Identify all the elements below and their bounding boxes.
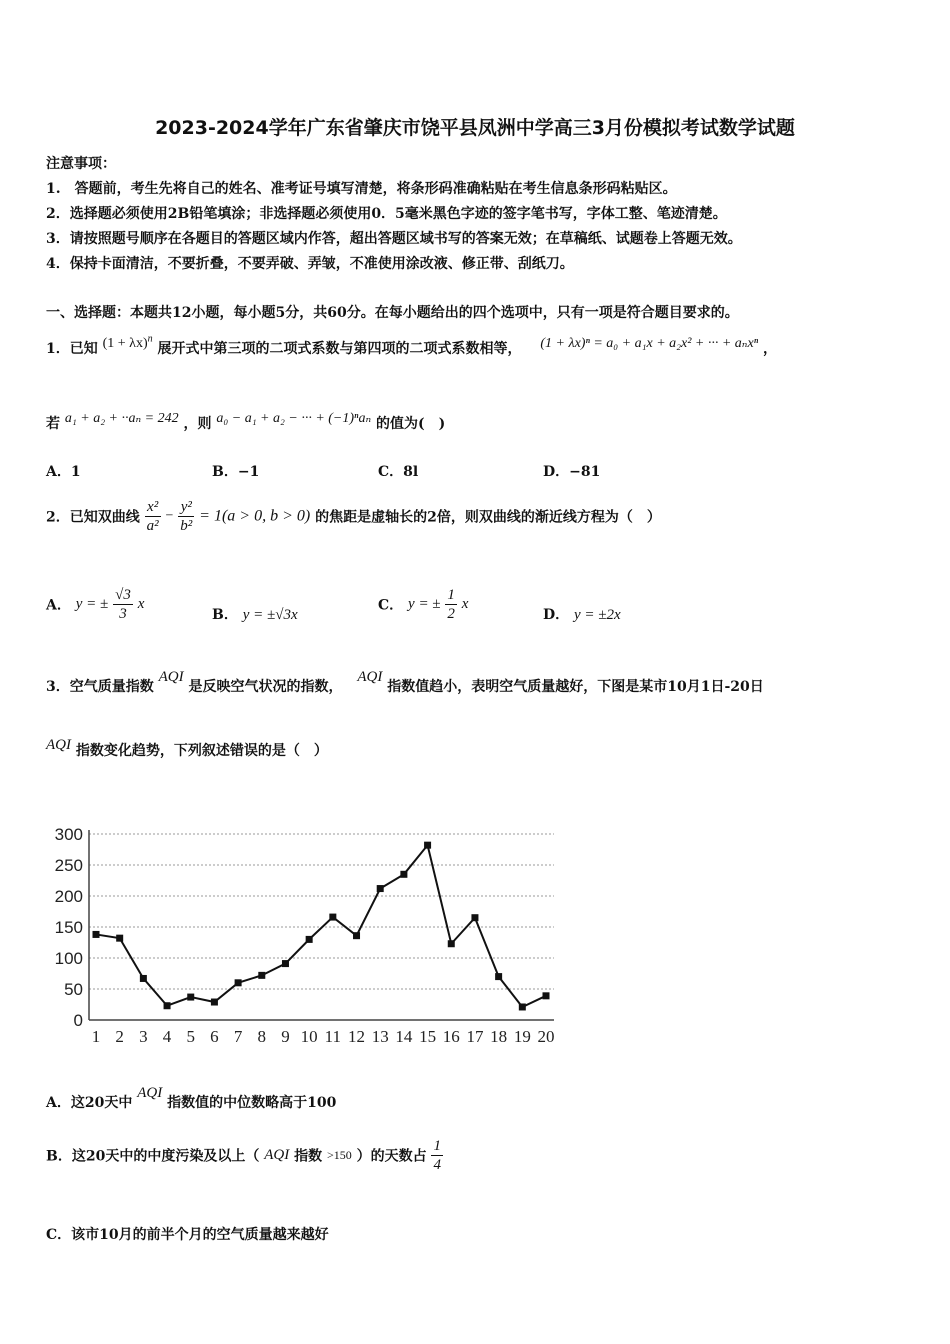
q3-mid-2: 指数值趋小，表明空气质量越好，下图是某市10月1日-20日	[387, 679, 764, 695]
x-tick-label: 16	[442, 1027, 460, 1046]
data-point-day-9	[282, 960, 289, 967]
notice-heading: 注意事项：	[46, 156, 116, 172]
q1-ask: 的值为( )	[376, 416, 446, 432]
data-point-day-17	[471, 914, 478, 921]
q3-aqi-3: AQI	[46, 737, 71, 753]
data-point-day-10	[306, 936, 313, 943]
aqi-series-line	[96, 845, 546, 1007]
x-tick-label: 9	[281, 1027, 290, 1046]
q2-rhs: = 1(a > 0, b > 0)	[199, 507, 311, 525]
q3-option-b[interactable]: B．这20天中的中度污染及以上（ AQI 指数 >150 ）的天数占 $\frac{1}{4}$	[46, 1138, 441, 1173]
x-tick-label: 4	[162, 1027, 172, 1046]
q1-condition-text: 展开式中第三项的二项式系数与第四项的二项式系数相等，	[157, 341, 522, 357]
y-tick-label: 50	[64, 980, 83, 999]
y-tick-label: 200	[54, 887, 83, 906]
y-tick-label: 300	[54, 825, 83, 844]
q2-prefix: 2．已知双曲线	[46, 509, 140, 526]
x-tick-label: 7	[233, 1027, 243, 1046]
data-point-day-15	[424, 842, 431, 849]
y-tick-label: 250	[54, 856, 83, 875]
y-tick-label: 0	[73, 1011, 83, 1030]
x-tick-label: 2	[115, 1027, 124, 1046]
y-tick-label: 150	[54, 918, 83, 937]
x-tick-label: 12	[348, 1027, 366, 1046]
q1-comma: ，	[762, 341, 777, 357]
data-point-day-20	[543, 992, 550, 999]
page-title: 2023-2024学年广东省肇庆市饶平县凤洲中学高三3月份模拟考试数学试题	[155, 117, 795, 139]
q2-option-d[interactable]: D． y = ±2x	[543, 607, 621, 623]
x-tick-label: 5	[186, 1027, 195, 1046]
x-tick-label: 20	[537, 1027, 555, 1046]
data-point-day-7	[235, 979, 242, 986]
data-point-day-16	[448, 940, 455, 947]
x-tick-label: 6	[210, 1027, 219, 1046]
q1-expansion: (1 + λx)ⁿ = a₀ + a₁x + a₂x² + ··· + aₙxⁿ	[540, 336, 759, 351]
question-3-line-1	[46, 669, 764, 696]
data-point-day-1	[93, 931, 100, 938]
q1-alternating-sum: a₀ − a₁ + a₂ − ··· + (−1)ⁿaₙ	[216, 411, 372, 426]
data-point-day-12	[353, 932, 360, 939]
x-tick-label: 18	[490, 1027, 508, 1046]
q1-if: 若	[46, 416, 60, 432]
q3-aqi-2: AQI	[357, 669, 383, 685]
data-point-day-18	[495, 973, 502, 980]
aqi-line-chart	[46, 820, 566, 1050]
notice-item-1: 1. 答题前，考生先将自己的姓名、准考证号填写清楚，将条形码准确粘贴在考生信息条形码粘贴区。	[46, 181, 677, 197]
q2-option-b[interactable]: B． y = ±√3x	[212, 607, 298, 623]
data-point-day-5	[187, 994, 194, 1001]
q3-mid-1: 是反映空气状况的指数，	[188, 679, 343, 695]
x-tick-label: 8	[257, 1027, 267, 1046]
q3-option-b-aqi: AQI	[264, 1147, 290, 1163]
data-point-day-13	[377, 885, 384, 892]
q2-option-c[interactable]: C． y = ± $\frac{1}{2}$ x	[378, 587, 469, 622]
data-point-day-2	[116, 935, 123, 942]
q2-ask: 的焦距是虚轴长的2倍，则双曲线的渐近线方程为（ ）	[315, 509, 661, 526]
data-point-day-8	[258, 972, 265, 979]
question-2-line	[46, 498, 661, 535]
q1-option-d[interactable]: D．−81	[543, 464, 601, 480]
q2-option-c-frac: $\frac{1}{2}$	[447, 587, 455, 622]
data-point-day-14	[400, 871, 407, 878]
q2-option-a-frac: $\frac{√3}{3}$	[115, 587, 131, 622]
notice-item-3: 3．请按照题号顺序在各题目的答题区域内作答，超出答题区域书写的答案无效；在草稿纸、试题卷上答题无效。	[46, 231, 742, 247]
q1-option-a[interactable]: A．1	[46, 464, 81, 480]
q2-option-a[interactable]: A． y = ± $\frac{√3}{3}$ x	[46, 587, 145, 622]
notice-item-2: 2．选择题必须使用2B铅笔填涂；非选择题必须使用0．5毫米黑色字迹的签字笔书写，字体工整、笔迹清楚。	[46, 206, 727, 222]
q1-then: ，则	[183, 416, 212, 432]
q1-option-c[interactable]: C．8l	[378, 464, 419, 480]
q1-option-b[interactable]: B．−1	[212, 464, 260, 480]
x-tick-label: 14	[395, 1027, 413, 1046]
data-point-day-3	[140, 975, 147, 982]
question-1-line-2	[46, 413, 445, 433]
q3-prefix: 3．空气质量指数	[46, 679, 154, 695]
q1-sum-condition: a₁ + a₂ + ··aₙ = 242	[64, 411, 179, 426]
x-tick-label: 13	[371, 1027, 389, 1046]
q3-option-a-aqi: AQI	[137, 1085, 163, 1101]
data-point-day-4	[164, 1002, 171, 1009]
question-3-line-2	[46, 737, 328, 760]
q3-option-c[interactable]: C．该市10月的前半个月的空气质量越来越好	[46, 1227, 329, 1243]
x-tick-label: 11	[324, 1027, 342, 1046]
q2-minus: −	[165, 508, 174, 524]
q3-ask: 指数变化趋势，下列叙述错误的是（ ）	[75, 743, 328, 759]
x-tick-label: 10	[300, 1027, 318, 1046]
data-point-day-6	[211, 999, 218, 1006]
y-tick-label: 100	[54, 949, 83, 968]
q3-aqi-1: AQI	[158, 669, 184, 685]
x-tick-label: 19	[513, 1027, 531, 1046]
q3-option-b-frac: $\frac{1}{4}$	[433, 1138, 441, 1173]
q2-x-term: $\frac{\text{x²}}{\text{a²}}$	[146, 499, 159, 534]
q3-option-a[interactable]: A．这20天中 AQI 指数值的中位数略高于100	[46, 1085, 337, 1111]
section-heading: 一、选择题：本题共12小题，每小题5分，共60分。在每小题给出的四个选项中，只有一项是符合题目要求的。	[46, 305, 739, 321]
data-point-day-11	[329, 914, 336, 921]
notice-item-4: 4．保持卡面清洁，不要折叠，不要弄破、弄皱，不准使用涂改液、修正带、刮纸刀。	[46, 256, 574, 272]
question-1-line-1	[46, 333, 777, 358]
q1-binomial: $(1 + \lambda x)^n$	[102, 333, 153, 351]
x-tick-label: 15	[419, 1027, 437, 1046]
q2-y-term: $\frac{\text{y²}}{\text{b²}}$	[180, 499, 193, 534]
x-tick-label: 3	[139, 1027, 148, 1046]
q1-prefix: 1．已知	[46, 341, 98, 357]
x-tick-label: 17	[466, 1027, 484, 1046]
x-tick-label: 1	[91, 1027, 101, 1046]
data-point-day-19	[519, 1003, 526, 1010]
